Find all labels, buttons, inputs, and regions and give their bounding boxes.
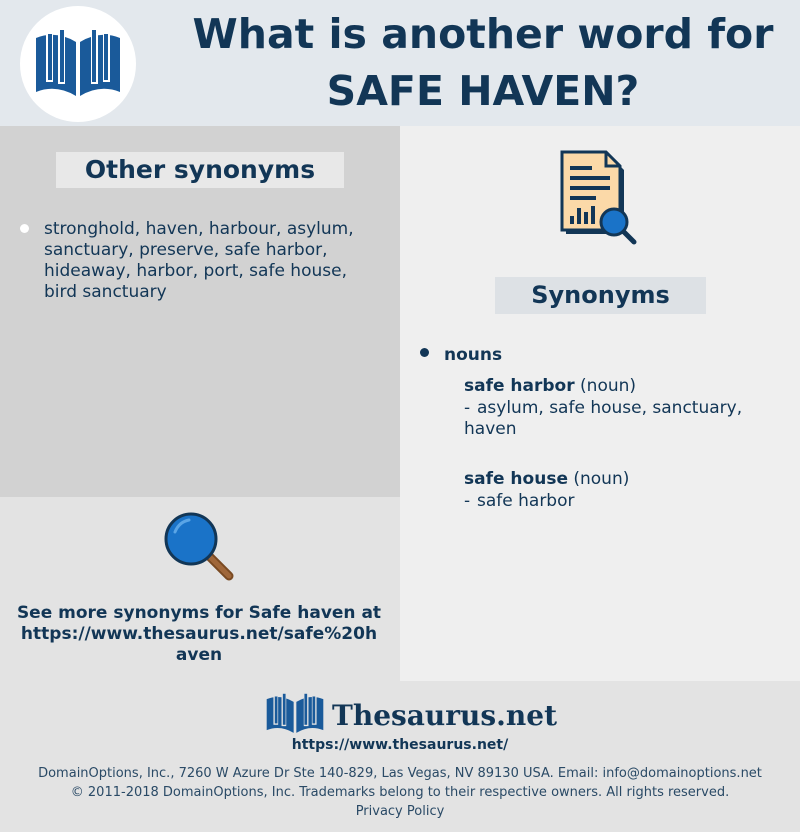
see-more-link[interactable]: See more synonyms for Safe haven at https://www.thesaurus.net/safe%20haven (16, 603, 382, 665)
synonym-word[interactable]: safe house (464, 469, 568, 489)
site-url-link[interactable]: https://www.thesaurus.net/ (291, 737, 509, 753)
brand-name[interactable]: Thesaurus.net (332, 699, 557, 732)
document-search-icon (560, 150, 640, 246)
magnifier-icon (163, 512, 237, 584)
page-header (0, 0, 800, 126)
page-footer (0, 681, 800, 832)
dash: - (464, 491, 471, 511)
other-synonyms-panel (0, 126, 400, 497)
related-synonyms[interactable]: safe harbor (477, 491, 575, 511)
copyright-notice: © 2011-2018 DomainOptions, Inc. Trademarks belong to their respective owners. All rights reserved. (70, 785, 730, 800)
bullet-icon (420, 348, 429, 357)
page-title (168, 6, 798, 120)
list-item: stronghold, haven, harbour, asylum, sanctuary, preserve, safe harbor, hideaway, harbor, port, safe house, bird sanctuary (20, 219, 380, 303)
other-synonyms-heading: Other synonyms (56, 152, 344, 188)
other-synonyms-list (20, 219, 380, 303)
synonyms-heading: Synonyms (495, 277, 706, 314)
synonym-pos: (noun) (573, 469, 630, 489)
related-synonyms[interactable]: asylum, safe house, sanctuary, haven (464, 398, 743, 439)
synonyms-panel (400, 126, 800, 681)
title-line-2: SAFE HAVEN? (326, 67, 640, 115)
see-more-panel (0, 497, 400, 681)
title-line-1: What is another word for (192, 10, 774, 58)
privacy-policy-link[interactable]: Privacy Policy (355, 804, 445, 819)
part-of-speech-label: nouns (444, 345, 503, 365)
synonym-entry (464, 375, 784, 440)
book-icon (264, 691, 326, 737)
book-icon (32, 24, 124, 104)
dash: - (464, 398, 471, 418)
synonym-entry (464, 468, 784, 512)
synonym-pos: (noun) (580, 376, 637, 396)
site-logo[interactable] (20, 6, 136, 122)
company-address: DomainOptions, Inc., 7260 W Azure Dr Ste 140-829, Las Vegas, NV 89130 USA. Email: info@domainoptions.net (38, 766, 762, 781)
synonym-word[interactable]: safe harbor (464, 376, 575, 396)
